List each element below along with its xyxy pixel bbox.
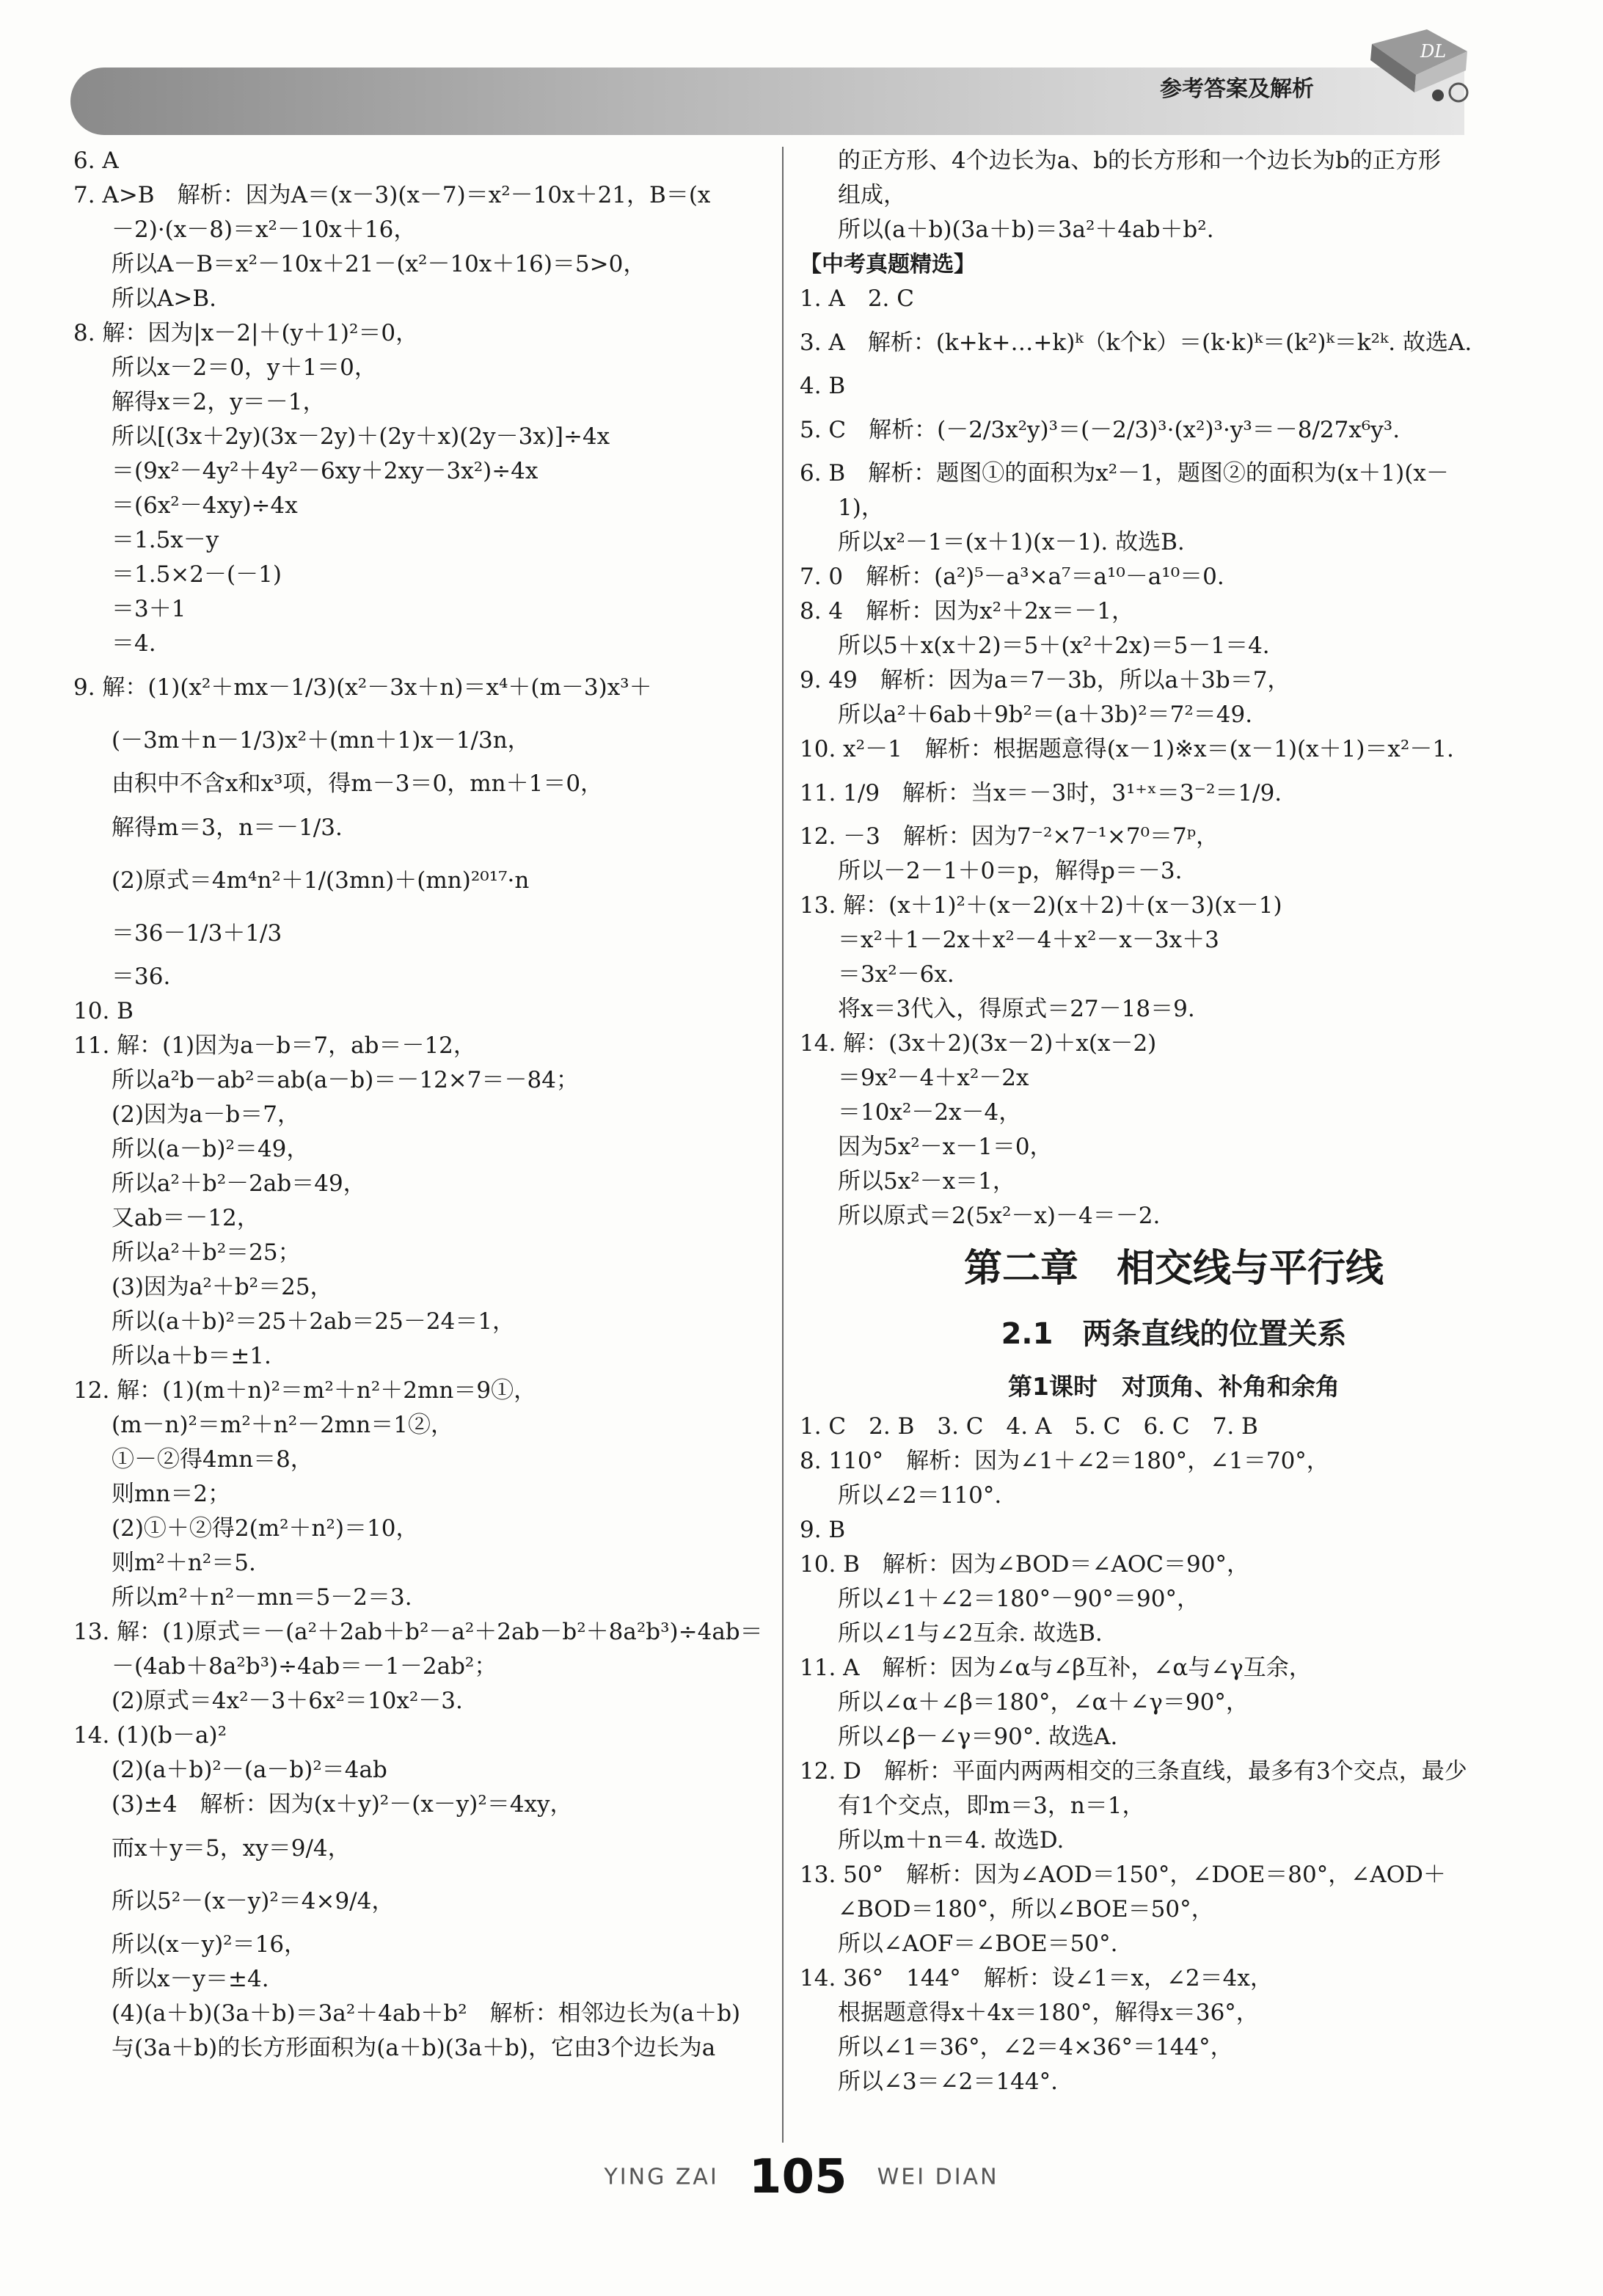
answer-line: 6. B 解析：题图①的面积为x²－1，题图②的面积为(x＋1)(x－ — [800, 460, 1449, 486]
answer-line: 则m²＋n²＝5. — [112, 1550, 256, 1576]
answer-line: 所以a＋b＝±1. — [112, 1343, 271, 1369]
answer-line: 8. 解：因为|x－2|＋(y＋1)²＝0， — [73, 320, 419, 346]
answer-line: 13. 解：(1)原式＝－(a²＋2ab＋b²－a²＋2ab－b²＋8a²b³)÷4ab＝ — [73, 1619, 763, 1645]
answer-line: 8. 110° 解析：因为∠1＋∠2＝180°，∠1＝70°， — [800, 1448, 1329, 1474]
answer-line: －(4ab＋8a²b³)÷4ab＝－1－2ab²； — [112, 1653, 497, 1680]
answer-line: 所以(a＋b)(3a＋b)＝3a²＋4ab＋b². — [838, 216, 1214, 243]
answer-line: 10. B — [73, 998, 134, 1024]
answer-line: 所以A－B＝x²－10x＋21－(x²－10x＋16)＝5>0， — [112, 251, 646, 277]
answer-line: (2)原式＝4x²－3＋6x²＝10x²－3. — [112, 1688, 463, 1714]
answer-line: ＝1.5×2－(－1) — [112, 561, 282, 588]
right-column — [800, 144, 1548, 2099]
answer-line: 12. D 解析：平面内两两相交的三条直线，最多有3个交点，最少 — [800, 1758, 1467, 1785]
answer-line: ＝1.5x－y — [112, 527, 219, 553]
answer-line: 1. A 2. C — [800, 285, 914, 312]
answer-line: 4. B — [800, 373, 846, 399]
answer-line: (3)±4 解析：因为(x＋y)²－(x－y)²＝4xy， — [112, 1791, 573, 1818]
answer-line: 5. C 解析：(－2/3x²y)³＝(－2/3)³·(x²)³·y³＝－8/27x⁶y³. — [800, 417, 1401, 443]
answer-line: 12. 解：(1)(m＋n)²＝m²＋n²＋2mn＝9①， — [73, 1377, 537, 1404]
left-column — [73, 144, 778, 2066]
answer-line: (2)(a＋b)²－(a－b)²＝4ab — [112, 1757, 387, 1783]
answer-line: 8. 4 解析：因为x²＋2x＝－1， — [800, 598, 1134, 624]
answer-line: 所以－2－1＋0＝p，解得p＝－3. — [838, 858, 1183, 884]
answer-line: 所以a²b－ab²＝ab(a－b)＝－12×7＝－84； — [112, 1067, 579, 1093]
answer-line: 1)， — [838, 495, 884, 521]
answer-line: (－3m＋n－1/3)x²＋(mn＋1)x－1/3n， — [112, 727, 530, 754]
answer-line: 因为5x²－x－1＝0， — [838, 1134, 1053, 1160]
answer-line: ＝x²＋1－2x＋x²－4＋x²－x－3x＋3 — [838, 927, 1219, 953]
answer-line: 6. A — [73, 147, 119, 174]
answer-line: ∠BOD＝180°，所以∠BOE＝50°， — [838, 1896, 1214, 1923]
answer-line: 11. 解：(1)因为a－b＝7，ab＝－12， — [73, 1032, 476, 1059]
answer-line: 所以∠1＋∠2＝180°－90°＝90°， — [838, 1586, 1199, 1612]
answer-line: ①－②得4mn＝8， — [112, 1446, 313, 1473]
answer-line: ＝(9x²－4y²＋4y²－6xy＋2xy－3x²)÷4x — [112, 458, 538, 484]
answer-line: 所以[(3x＋2y)(3x－2y)＋(2y＋x)(2y－3x)]÷4x — [112, 423, 610, 450]
answer-line: 所以(x－y)²＝16， — [112, 1931, 307, 1958]
column-divider — [782, 147, 784, 2143]
footer-left-text: YING ZAI — [604, 2164, 719, 2190]
answer-line: 11. A 解析：因为∠α与∠β互补，∠α与∠γ互余， — [800, 1655, 1312, 1681]
answer-line: 1. C 2. B 3. C 4. A 5. C 6. C 7. B — [800, 1413, 1258, 1440]
answer-line: 14. 36° 144° 解析：设∠1＝x，∠2＝4x， — [800, 1965, 1273, 1991]
answer-line: 所以∠β－∠γ＝90°. 故选A. — [838, 1724, 1118, 1750]
page-footer — [0, 2150, 1603, 2216]
answer-line: 12. －3 解析：因为7⁻²×7⁻¹×7⁰＝7ᵖ， — [800, 823, 1219, 850]
answer-line: 9. B — [800, 1517, 846, 1543]
answer-line: 10. x²－1 解析：根据题意得(x－1)※x＝(x－1)(x＋1)＝x²－1. — [800, 736, 1454, 762]
answer-line: 解得x＝2，y＝－1， — [112, 389, 326, 415]
answer-line: 所以A>B. — [112, 285, 216, 312]
answer-line: (4)(a＋b)(3a＋b)＝3a²＋4ab＋b² 解析：相邻边长为(a＋b) — [112, 2000, 741, 2027]
answer-line: 9. 解：(1)(x²＋mx－1/3)(x²－3x＋n)＝x⁴＋(m－3)x³＋ — [73, 674, 652, 701]
answer-line: 所以∠1＝36°，∠2＝4×36°＝144°， — [838, 2034, 1233, 2060]
answer-line: ＝9x²－4＋x²－2x — [838, 1065, 1029, 1091]
logo-text: DL — [1420, 41, 1447, 62]
answer-line: 的正方形、4个边长为a、b的长方形和一个边长为b的正方形 — [838, 147, 1441, 174]
answer-line: 3. A 解析：(k+k+…+k)ᵏ（k个k）＝(k·k)ᵏ＝(k²)ᵏ＝k²ᵏ. 故选A. — [800, 329, 1472, 356]
answer-line: 14. (1)(b－a)² — [73, 1722, 227, 1749]
answer-line: 与(3a＋b)的长方形面积为(a＋b)(3a＋b)，它由3个边长为a — [112, 2035, 716, 2061]
page-number: 105 — [748, 2150, 847, 2204]
answer-line: 13. 解：(x＋1)²＋(x－2)(x＋2)＋(x－3)(x－1) — [800, 892, 1282, 919]
answer-line: (2)①＋②得2(m²＋n²)＝10， — [112, 1515, 419, 1542]
answer-line: 所以∠α＋∠β＝180°，∠α＋∠γ＝90°， — [838, 1689, 1249, 1716]
lesson-title: 第1课时 对顶角、补角和余角 — [1008, 1372, 1340, 1401]
answer-line: 所以x²－1＝(x＋1)(x－1). 故选B. — [838, 529, 1185, 555]
answer-line: 而x＋y＝5，xy＝9/4， — [112, 1835, 351, 1862]
answer-line: 14. 解：(3x＋2)(3x－2)＋x(x－2) — [800, 1030, 1157, 1057]
answer-line: 所以∠AOF＝∠BOE＝50°. — [838, 1931, 1118, 1957]
answer-line: 有1个交点，即m＝3，n＝1， — [838, 1793, 1145, 1819]
answer-line: ＝(6x²－4xy)÷4x — [112, 492, 298, 519]
footer-right-text: WEI DIAN — [877, 2164, 999, 2190]
answer-line: 解得m＝3，n＝－1/3. — [112, 814, 343, 841]
chapter-title: 第二章 相交线与平行线 — [963, 1247, 1384, 1291]
answer-line: 所以5＋x(x＋2)＝5＋(x²＋2x)＝5－1＝4. — [838, 633, 1270, 659]
answer-line: 根据题意得x＋4x＝180°，解得x＝36°， — [838, 2000, 1259, 2026]
answer-line: (3)因为a²＋b²＝25， — [112, 1274, 333, 1300]
answer-line: 所以m²＋n²－mn＝5－2＝3. — [112, 1584, 412, 1611]
section-title: 2.1 两条直线的位置关系 — [1001, 1317, 1347, 1351]
answer-line: 9. 49 解析：因为a＝7－3b，所以a＋3b＝7， — [800, 667, 1290, 693]
answer-line: (2)因为a－b＝7， — [112, 1101, 300, 1128]
answer-line: 所以m＋n＝4. 故选D. — [838, 1827, 1065, 1854]
answer-line: 10. B 解析：因为∠BOD＝∠AOC＝90°， — [800, 1551, 1249, 1578]
answer-line: 所以5²－(x－y)²＝4×9/4， — [112, 1888, 395, 1914]
answer-line: 所以a²＋b²＝25； — [112, 1239, 301, 1266]
answer-line: (m－n)²＝m²＋n²－2mn＝1②， — [112, 1412, 453, 1438]
answer-line: 则mn＝2； — [112, 1481, 231, 1507]
answer-line: 所以∠1与∠2互余. 故选B. — [838, 1620, 1103, 1647]
answer-line: ＝10x²－2x－4， — [838, 1099, 1022, 1126]
answer-line: 所以∠3＝∠2＝144°. — [838, 2069, 1058, 2095]
answer-line: 又ab＝－12， — [112, 1205, 260, 1231]
section-heading: 【中考真题精选】 — [800, 252, 976, 277]
answer-line: 所以∠2＝110°. — [838, 1482, 1002, 1509]
answer-line: 所以5x²－x＝1， — [838, 1168, 1015, 1195]
answer-line: 7. 0 解析：(a²)⁵－a³×a⁷＝a¹⁰－a¹⁰＝0. — [800, 564, 1224, 590]
answer-line: 所以x－y＝±4. — [112, 1966, 269, 1992]
answer-line: 所以x－2＝0，y＋1＝0， — [112, 354, 377, 381]
answer-line: 将x＝3代入，得原式＝27－18＝9. — [838, 996, 1195, 1022]
answer-line: ＝4. — [112, 630, 156, 657]
answer-line: ＝3x²－6x. — [838, 961, 954, 988]
answer-line: ＝36－1/3＋1/3 — [112, 920, 282, 947]
publisher-logo-icon — [1357, 22, 1482, 110]
answer-line: 11. 1/9 解析：当x＝－3时，3¹⁺ˣ＝3⁻²＝1/9. — [800, 780, 1282, 806]
answer-line: 由积中不含x和x³项，得m－3＝0，mn＋1＝0， — [112, 770, 604, 797]
header-title: 参考答案及解析 — [1160, 76, 1314, 102]
answer-line: 组成， — [838, 182, 906, 208]
answer-line: 所以(a＋b)²＝25＋2ab＝25－24＝1， — [112, 1308, 516, 1335]
answer-line: －2)·(x－8)＝x²－10x＋16， — [112, 216, 417, 243]
answer-line: ＝3＋1 — [112, 596, 186, 622]
answer-line: 所以a²＋b²－2ab＝49， — [112, 1170, 366, 1197]
answer-line: 所以a²＋6ab＋9b²＝(a＋3b)²＝7²＝49. — [838, 701, 1253, 728]
answer-line: 所以原式＝2(5x²－x)－4＝－2. — [838, 1203, 1161, 1229]
answer-line: ＝36. — [112, 963, 171, 990]
answer-line: 13. 50° 解析：因为∠AOD＝150°，∠DOE＝80°，∠AOD＋ — [800, 1862, 1446, 1888]
answer-line: (2)原式＝4m⁴n²＋1/(3mn)＋(mn)²⁰¹⁷·n — [112, 867, 530, 894]
answer-line: 所以(a－b)²＝49， — [112, 1136, 310, 1162]
answer-line: 7. A>B 解析：因为A＝(x－3)(x－7)＝x²－10x＋21，B＝(x — [73, 182, 711, 208]
